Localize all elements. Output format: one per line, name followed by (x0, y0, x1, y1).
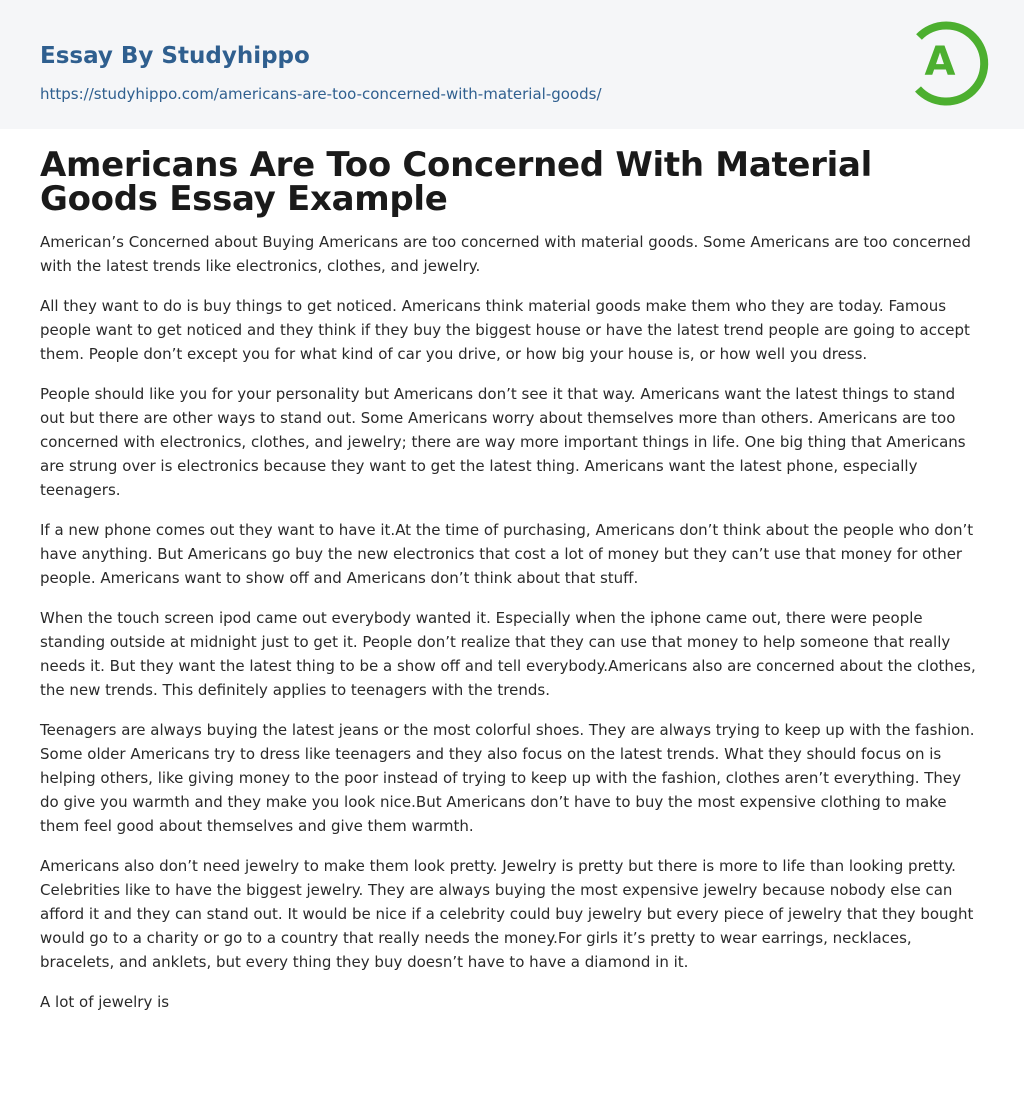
essay-url-link[interactable]: https://studyhippo.com/americans-are-too-concerned-with-material-goods/ (40, 85, 602, 103)
essay-paragraph: If a new phone comes out they want to have it.At the time of purchasing, Americans don’t think about the people who don’t have anything. But Americans go buy the new electronics that cost a lot of money but they can’t use that money for other people. Americans want to show off and Americans don’t think about that stuff. (40, 521, 974, 587)
brand-title[interactable]: Essay By Studyhippo (40, 43, 310, 69)
essay-paragraph: Teenagers are always buying the latest jeans or the most colorful shoes. They are always trying to keep up with the fashion. Some older Americans try to dress like teenagers and they also focus on the latest trends. What they should focus on is helping others, like giving money to the poor instead of trying to keep up with the fashion, clothes aren’t everything. They do give you warmth and they make you look nice.But Americans don’t have to buy the most expensive clothing to make them feel good about themselves and give them warmth. (40, 721, 975, 835)
site-header (0, 0, 1024, 129)
essay-paragraph: All they want to do is buy things to get noticed. Americans think material goods make them who they are today. Famous people want to get noticed and they think if they buy the biggest house or have the latest trend people are going to accept them. People don’t except you for what kind of car you drive, or how big your house is, or how well you dress. (40, 297, 970, 363)
essay-title: Americans Are Too Concerned With Material Goods Essay Example (40, 145, 873, 219)
essay-paragraph: When the touch screen ipod came out everybody wanted it. Especially when the iphone came out, there were people standing outside at midnight just to get it. People don’t realize that they can use that money to help someone that really needs it. But they want the latest thing to be a show off and tell everybody.Americans also are concerned about the clothes, the new trends. This definitely applies to teenagers with the trends. (40, 609, 976, 699)
essay-paragraph: American’s Concerned about Buying Americans are too concerned with material goods. Some Americans are too concerned with the latest trends like electronics, clothes, and jewelry. (40, 233, 971, 275)
studyhippo-logo-icon[interactable] (909, 17, 989, 107)
logo-letter: A (924, 39, 956, 85)
essay-paragraph: A lot of jewelry is (40, 993, 170, 1011)
essay-content (40, 145, 984, 1030)
essay-paragraph: Americans also don’t need jewelry to make them look pretty. Jewelry is pretty but there is more to life than looking pretty. Celebrities like to have the biggest jewelry. They are always buying the most expensive jewelry because nobody else can afford it and they can stand out. It would be nice if a celebrity could buy jewelry but every piece of jewelry that they bought would go to a charity or go to a country that really needs the money.For girls it’s pretty to wear earrings, necklaces, bracelets, and anklets, but every thing they buy doesn’t have to have a diamond in it. (40, 857, 974, 971)
essay-paragraph: People should like you for your personality but Americans don’t see it that way. Americans want the latest things to stand out but there are other ways to stand out. Some Americans worry about themselves more than others. Americans are too concerned with electronics, clothes, and jewelry; there are way more important things in life. One big thing that Americans are strung over is electronics because they want to get the latest thing. Americans want the latest phone, especially teenagers. (40, 385, 966, 499)
